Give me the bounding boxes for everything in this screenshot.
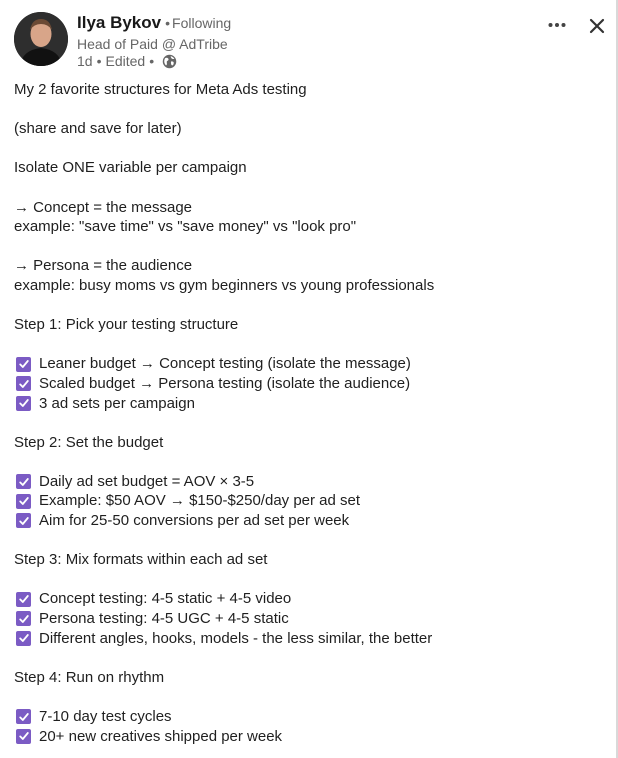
checklist-item: [14, 491, 604, 511]
checklist-item: [14, 589, 604, 609]
post-text-line: [14, 119, 604, 139]
blank-line: [14, 687, 604, 707]
checkbox-check-icon: [16, 709, 31, 724]
more-options-button[interactable]: [546, 14, 568, 36]
separator-dot: •: [165, 15, 171, 31]
checklist-item: [14, 609, 604, 629]
checkbox-check-icon: [16, 611, 31, 626]
post-line-text: Daily ad set budget = AOV × 3-5: [39, 472, 255, 490]
blank-line: [14, 648, 604, 668]
post-text-line: [14, 276, 604, 296]
blank-line: [14, 139, 604, 159]
separator-dot: •: [96, 53, 102, 69]
post-line-text: Example: $50 AOV → $150-$250/day per ad set: [39, 492, 361, 510]
post-text-line: [14, 433, 604, 453]
post-line-text: example: busy moms vs gym beginners vs young professionals: [14, 276, 435, 294]
checklist-item: [14, 707, 604, 727]
post-line-text: Leaner budget → Concept testing (isolate the message): [39, 355, 411, 373]
checkbox-check-icon: [16, 729, 31, 744]
blank-line: [14, 237, 604, 257]
post-line-text: Step 2: Set the budget: [14, 433, 164, 451]
checklist-item: [14, 354, 604, 374]
globe-icon: [162, 54, 177, 69]
post-line-text: My 2 favorite structures for Meta Ads testing: [14, 81, 307, 98]
post-line-text: Step 3: Mix formats within each ad set: [14, 551, 268, 569]
checkbox-check-icon: [16, 396, 31, 411]
post-text-line: [14, 256, 604, 276]
post-line-text: 7-10 day test cycles: [39, 708, 172, 725]
post-line-text: → Persona = the audience: [14, 257, 193, 275]
post-text-line: [14, 315, 604, 335]
post-time: 1d: [77, 53, 93, 69]
post-line-text: 20+ new creatives shipped per week: [39, 727, 283, 745]
checkbox-check-icon: [16, 631, 31, 646]
blank-line: [14, 570, 604, 590]
post-meta: [77, 53, 177, 69]
author-line: [77, 13, 231, 33]
post-text-line: [14, 668, 604, 688]
close-button[interactable]: [585, 14, 609, 38]
post-line-text: (share and save for later): [14, 120, 182, 138]
post-text-line: [14, 217, 604, 237]
post-line-text: Scaled budget → Persona testing (isolate the audience): [39, 374, 411, 392]
blank-line: [14, 100, 604, 120]
post-line-text: Persona testing: 4-5 UGC + 4-5 static: [39, 610, 289, 628]
blank-line: [14, 335, 604, 355]
checkbox-check-icon: [16, 494, 31, 509]
post-text-line: [14, 198, 604, 218]
follow-status: Following: [172, 15, 232, 31]
post-text-line: [14, 550, 604, 570]
separator-dot: •: [149, 53, 155, 69]
author-name[interactable]: Ilya Bykov: [77, 13, 162, 32]
blank-line: [14, 452, 604, 472]
post-line-text: Isolate ONE variable per campaign: [14, 159, 247, 177]
post-body: [14, 80, 604, 746]
post-line-text: example: "save time" vs "save money" vs "look pro": [14, 218, 357, 236]
checkbox-check-icon: [16, 376, 31, 391]
post-line-text: Concept testing: 4-5 static + 4-5 video: [39, 590, 292, 608]
avatar[interactable]: [14, 12, 68, 66]
checklist-item: [14, 727, 604, 747]
post-line-text: Step 1: Pick your testing structure: [14, 316, 239, 334]
post-line-text: → Concept = the message: [14, 198, 193, 216]
post-line-text: 3 ad sets per campaign: [39, 394, 195, 412]
checklist-item: [14, 629, 604, 649]
post-text-line: [14, 80, 604, 100]
checklist-item: [14, 511, 604, 531]
post-line-text: Step 4: Run on rhythm: [14, 668, 165, 686]
edited-label: Edited: [105, 53, 146, 69]
blank-line: [14, 531, 604, 551]
blank-line: [14, 413, 604, 433]
checklist-item: [14, 472, 604, 492]
checkbox-check-icon: [16, 592, 31, 607]
post-text-line: [14, 158, 604, 178]
checkbox-check-icon: [16, 513, 31, 528]
blank-line: [14, 296, 604, 316]
avatar-photo: [14, 12, 68, 66]
more-horizontal-icon: [548, 22, 566, 28]
post-line-text: Different angles, hooks, models - the less similar, the better: [39, 629, 433, 647]
author-headline: Head of Paid @ AdTribe: [77, 36, 228, 52]
close-icon: [589, 18, 605, 34]
checkbox-check-icon: [16, 357, 31, 372]
blank-line: [14, 178, 604, 198]
checkbox-check-icon: [16, 474, 31, 489]
checklist-item: [14, 374, 604, 394]
checklist-item: [14, 394, 604, 414]
post-line-text: Aim for 25-50 conversions per ad set per week: [39, 512, 350, 530]
